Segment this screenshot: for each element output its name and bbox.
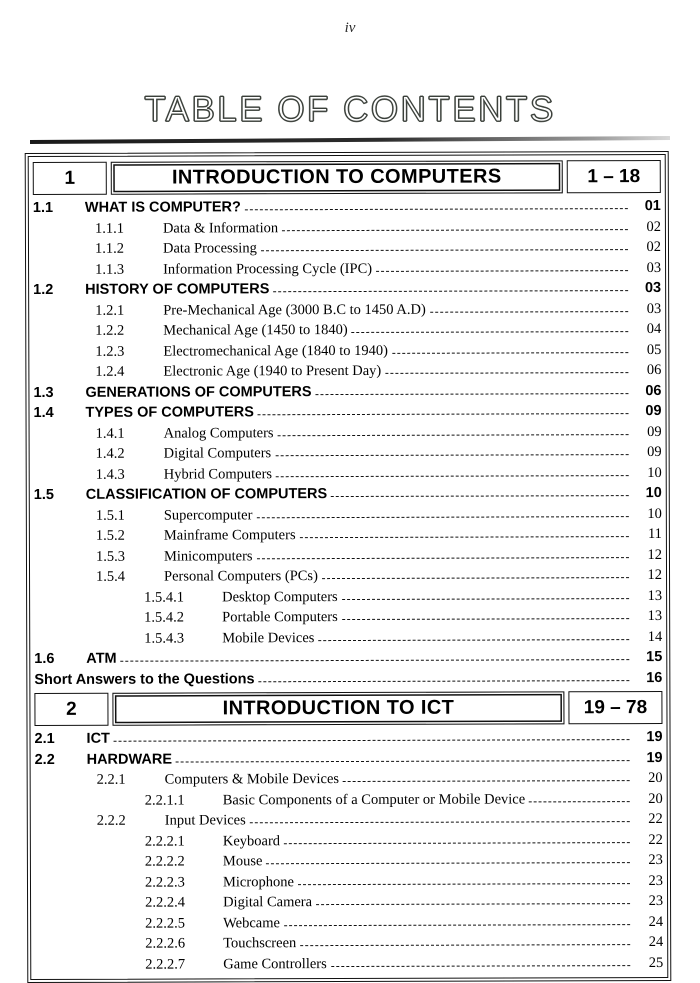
toc-entry-label: Mechanical Age (1450 to 1840)	[163, 321, 348, 339]
toc-leader-dots	[322, 568, 629, 583]
toc-entry-number: 2.2.2.5	[145, 915, 186, 932]
toc-entry-label: Minicomputers	[163, 547, 253, 565]
toc-entry-number: 1.5.4.3	[144, 630, 185, 647]
toc-entry-number: 1.5	[33, 486, 54, 503]
toc-entry-number: 2.2.2.1	[144, 833, 185, 850]
toc-leader-dots	[114, 730, 630, 746]
toc-leader-dots	[284, 915, 630, 931]
toc-leader-dots	[273, 281, 628, 297]
toc-entry-label: Personal Computers (PCs)	[164, 568, 318, 585]
toc-entry-label: Input Devices	[164, 812, 246, 829]
toc-entry-label: Pre-Mechanical Age (3000 B.C to 1450 A.D)	[163, 301, 426, 319]
toc-entry-number: 1.1.2	[94, 240, 125, 257]
toc-entry-page-number: 11	[647, 526, 662, 543]
toc-leader-dots	[258, 404, 629, 420]
toc-entry-page-number: 19	[646, 729, 663, 746]
toc-entry-page-number: 09	[647, 423, 662, 440]
toc-entry-number: 1.1.3	[95, 261, 125, 278]
toc-entry[interactable]	[33, 278, 661, 300]
toc-leader-dots	[318, 630, 629, 645]
toc-entry-number: 1.1.1	[94, 220, 124, 237]
toc-entry[interactable]	[33, 401, 661, 423]
toc-entry[interactable]	[35, 891, 663, 913]
toc-entry-label: Data Processing	[162, 240, 257, 257]
toc-entry-label: GENERATIONS OF COMPUTERS	[85, 383, 312, 401]
chapter-entry-list	[33, 195, 663, 690]
toc-entry-label: Supercomputer	[163, 506, 253, 524]
toc-entry[interactable]	[35, 809, 663, 831]
chapter-header[interactable]	[34, 691, 662, 726]
toc-entry-number: 1.2.4	[95, 363, 125, 380]
toc-entry-label: Data & Information	[162, 219, 279, 237]
toc-entry-page-number: 14	[647, 628, 663, 645]
toc-leader-dots	[430, 302, 628, 317]
toc-entry-page-number: 23	[648, 893, 664, 910]
toc-entry-label: Electromechanical Age (1840 to 1940)	[163, 342, 389, 360]
toc-entry-page-number: 03	[646, 259, 662, 276]
table-of-contents-frame	[25, 151, 672, 983]
toc-entry[interactable]	[34, 524, 662, 546]
toc-entry-label: CLASSIFICATION OF COMPUTERS	[85, 486, 328, 503]
toc-entry-label: ICT	[86, 730, 110, 747]
toc-entry-number: 2.2.1	[96, 771, 126, 788]
toc-entry-number: 1.2.1	[95, 302, 125, 319]
toc-entry-label: Mainframe Computers	[163, 527, 296, 544]
toc-entry[interactable]	[35, 789, 663, 811]
toc-entry-page-number: 16	[646, 669, 663, 686]
toc-entry-label: Short Answers to the Questions	[34, 670, 255, 688]
toc-entry[interactable]	[33, 381, 661, 403]
toc-entry-number: 2.2.1.1	[144, 792, 185, 809]
toc-leader-dots	[385, 363, 628, 378]
toc-entry-label: ATM	[86, 650, 117, 667]
toc-entry-page-number: 13	[647, 587, 663, 604]
toc-entry-page-number: 12	[647, 546, 662, 563]
toc-entry[interactable]	[34, 545, 662, 567]
toc-entry-page-number: 23	[648, 852, 663, 869]
chapter-header[interactable]	[33, 160, 661, 195]
toc-leader-dots	[275, 445, 628, 461]
toc-leader-dots	[300, 935, 630, 951]
toc-leader-dots	[282, 220, 628, 236]
toc-entry[interactable]	[33, 319, 661, 341]
toc-entry[interactable]	[34, 586, 662, 608]
toc-entry-label: WHAT IS COMPUTER?	[84, 199, 241, 216]
toc-entry-label: Hybrid Computers	[163, 465, 273, 483]
toc-leader-dots	[266, 853, 630, 869]
toc-entry-page-number: 06	[645, 382, 662, 399]
toc-entry-label: Analog Computers	[163, 424, 274, 442]
toc-entry-page-number: 02	[646, 239, 662, 256]
toc-entry-number: 2.2.2.7	[145, 956, 186, 973]
page-title-container	[0, 92, 700, 127]
chapter-entry-list	[35, 726, 664, 975]
toc-entry[interactable]	[35, 912, 663, 934]
toc-entry-label: Computers & Mobile Devices	[164, 771, 340, 788]
toc-entry[interactable]	[33, 237, 661, 259]
toc-entry-page-number: 22	[648, 831, 663, 848]
toc-entry-label: HARDWARE	[86, 751, 173, 768]
toc-entry-page-number: 09	[647, 444, 662, 461]
toc-entry-label: Desktop Computers	[222, 588, 338, 605]
toc-entry-number: 1.6	[34, 650, 55, 667]
toc-entry-label: HISTORY OF COMPUTERS	[85, 281, 270, 298]
toc-entry[interactable]	[34, 647, 662, 669]
toc-entry-number: 2.2.2.2	[144, 853, 185, 870]
toc-entry-number: 2.2.2.3	[144, 874, 185, 891]
toc-entry-number: 1.5.4.1	[144, 589, 184, 606]
toc-entry-number: 2.1	[34, 730, 55, 747]
toc-entry-number: 2.2.2.4	[145, 894, 185, 911]
toc-entry-page-number: 04	[646, 321, 662, 338]
toc-entry-label: Keyboard	[222, 832, 281, 849]
toc-entry[interactable]	[33, 299, 661, 321]
toc-entry-label: Portable Computers	[222, 609, 338, 626]
toc-entry-number: 1.5.4.2	[144, 609, 185, 626]
toc-entry-number: 1.4	[33, 404, 54, 421]
toc-entry[interactable]	[35, 932, 663, 954]
toc-entry-label: Basic Components of a Computer or Mobile Device	[222, 790, 526, 808]
toc-entry-number: 2.2.2.6	[145, 935, 186, 952]
toc-leader-dots	[257, 548, 629, 564]
chapter-number: 1	[33, 162, 107, 195]
toc-entry-label: Touchscreen	[223, 935, 297, 952]
toc-entry[interactable]	[34, 627, 662, 649]
toc-entry-number: 1.1	[32, 199, 54, 216]
toc-entry[interactable]	[34, 463, 662, 485]
toc-leader-dots	[316, 384, 629, 399]
toc-leader-dots	[261, 240, 628, 256]
toc-leader-dots	[342, 609, 629, 624]
page-title: TABLE OF CONTENTS	[144, 90, 556, 129]
toc-leader-dots	[529, 792, 630, 807]
toc-entry-number: 1.2	[33, 281, 54, 298]
title-underline-rule	[30, 136, 670, 144]
toc-entry[interactable]	[34, 483, 662, 505]
toc-entry-page-number: 10	[647, 505, 662, 522]
toc-leader-dots	[352, 322, 629, 337]
toc-entry-page-number: 10	[647, 464, 662, 481]
toc-entry-label: Digital Camera	[223, 894, 313, 911]
toc-entry-page-number: 03	[644, 280, 662, 297]
toc-entry-page-number: 09	[645, 403, 662, 420]
toc-entry[interactable]	[35, 768, 663, 790]
toc-entry[interactable]	[35, 953, 663, 975]
toc-entry-label: Mouse	[222, 853, 263, 870]
toc-entry[interactable]	[35, 871, 663, 893]
toc-entry[interactable]	[35, 850, 663, 872]
toc-entry-page-number: 24	[648, 934, 664, 951]
toc-entry-page-number: 03	[646, 300, 662, 317]
toc-entry-number: 1.4.3	[95, 466, 125, 483]
toc-entry-label: Digital Computers	[163, 445, 272, 462]
toc-entry-page-number: 24	[648, 913, 664, 930]
toc-leader-dots	[331, 956, 631, 971]
toc-entry-page-number: 01	[644, 198, 661, 215]
toc-entry[interactable]	[33, 196, 661, 218]
toc-entry[interactable]	[34, 668, 662, 690]
toc-entry-label: Mobile Devices	[222, 629, 315, 646]
toc-entry-number: 1.5.1	[95, 507, 125, 524]
toc-entry-label: Microphone	[222, 873, 294, 890]
page-folio: iv	[344, 20, 356, 36]
toc-leader-dots	[316, 894, 630, 909]
toc-entry-number: 1.4.1	[95, 425, 125, 442]
toc-leader-dots	[278, 425, 629, 441]
toc-entry-page-number: 12	[647, 567, 663, 584]
toc-entry-number: 1.5.2	[95, 527, 125, 544]
chapter-title[interactable]: INTRODUCTION TO ICT	[112, 691, 564, 725]
toc-entry-label: TYPES OF COMPUTERS	[85, 404, 254, 421]
toc-entry-number: 1.2.3	[95, 343, 125, 360]
toc-entry-page-number: 25	[648, 954, 664, 971]
toc-entry[interactable]	[34, 422, 662, 444]
toc-leader-dots	[331, 486, 629, 501]
toc-leader-dots	[284, 833, 630, 849]
toc-entry[interactable]	[34, 442, 662, 464]
toc-entry-number: 1.5.3	[95, 548, 125, 565]
toc-leader-dots	[245, 199, 628, 215]
chapter-number: 2	[34, 693, 108, 726]
toc-entry-page-number: 06	[646, 362, 662, 379]
toc-leader-dots	[376, 261, 628, 276]
toc-entry-number: 2.2	[34, 751, 55, 768]
chapter-page-range: 1 – 18	[567, 160, 661, 193]
toc-entry-number: 1.2.2	[95, 322, 125, 339]
toc-entry-label: Webcame	[223, 914, 280, 931]
toc-leader-dots	[392, 343, 628, 358]
toc-entry-page-number: 20	[648, 770, 663, 787]
toc-leader-dots	[259, 671, 630, 687]
toc-entry[interactable]	[35, 727, 663, 749]
toc-entry-number: 1.3	[33, 384, 54, 401]
toc-entry[interactable]	[35, 830, 663, 852]
table-of-contents-inner-frame	[28, 154, 669, 980]
toc-entry-label: Game Controllers	[223, 955, 327, 972]
toc-leader-dots	[342, 589, 629, 604]
toc-entry-page-number: 13	[647, 608, 663, 625]
toc-leader-dots	[300, 527, 629, 543]
toc-entry[interactable]	[33, 340, 661, 362]
toc-entry[interactable]	[34, 504, 662, 526]
toc-leader-dots	[250, 812, 630, 828]
toc-entry[interactable]	[33, 360, 661, 382]
toc-entry-label: Information Processing Cycle (IPC)	[163, 260, 373, 278]
toc-entry[interactable]	[35, 748, 663, 770]
chapter-page-range: 19 – 78	[568, 691, 662, 724]
toc-entry-number: 1.5.4	[96, 568, 126, 585]
table-of-contents-body	[33, 160, 664, 975]
toc-entry-page-number: 23	[648, 872, 664, 889]
toc-leader-dots	[343, 771, 630, 786]
toc-entry[interactable]	[34, 606, 662, 628]
toc-entry[interactable]	[33, 217, 661, 239]
toc-entry-page-number: 22	[648, 811, 663, 828]
toc-leader-dots	[276, 466, 629, 482]
chapter-block	[34, 691, 663, 975]
toc-entry-number: 1.4.2	[95, 445, 125, 462]
toc-leader-dots	[256, 507, 628, 523]
toc-entry-page-number: 10	[645, 485, 662, 502]
toc-entry-page-number: 20	[648, 790, 663, 807]
chapter-title[interactable]: INTRODUCTION TO COMPUTERS	[111, 160, 563, 194]
toc-leader-dots	[298, 874, 630, 890]
toc-entry-page-number: 15	[646, 649, 663, 666]
toc-leader-dots	[176, 751, 630, 767]
toc-entry-page-number: 02	[646, 218, 661, 235]
toc-entry-page-number: 05	[646, 341, 662, 358]
toc-entry-number: 2.2.2	[96, 812, 126, 829]
toc-entry-label: Electronic Age (1940 to Present Day)	[163, 362, 382, 380]
chapter-block	[33, 160, 663, 690]
toc-entry-page-number: 19	[646, 749, 663, 766]
toc-entry[interactable]	[34, 565, 662, 587]
toc-leader-dots	[121, 650, 630, 666]
toc-entry[interactable]	[33, 258, 661, 280]
